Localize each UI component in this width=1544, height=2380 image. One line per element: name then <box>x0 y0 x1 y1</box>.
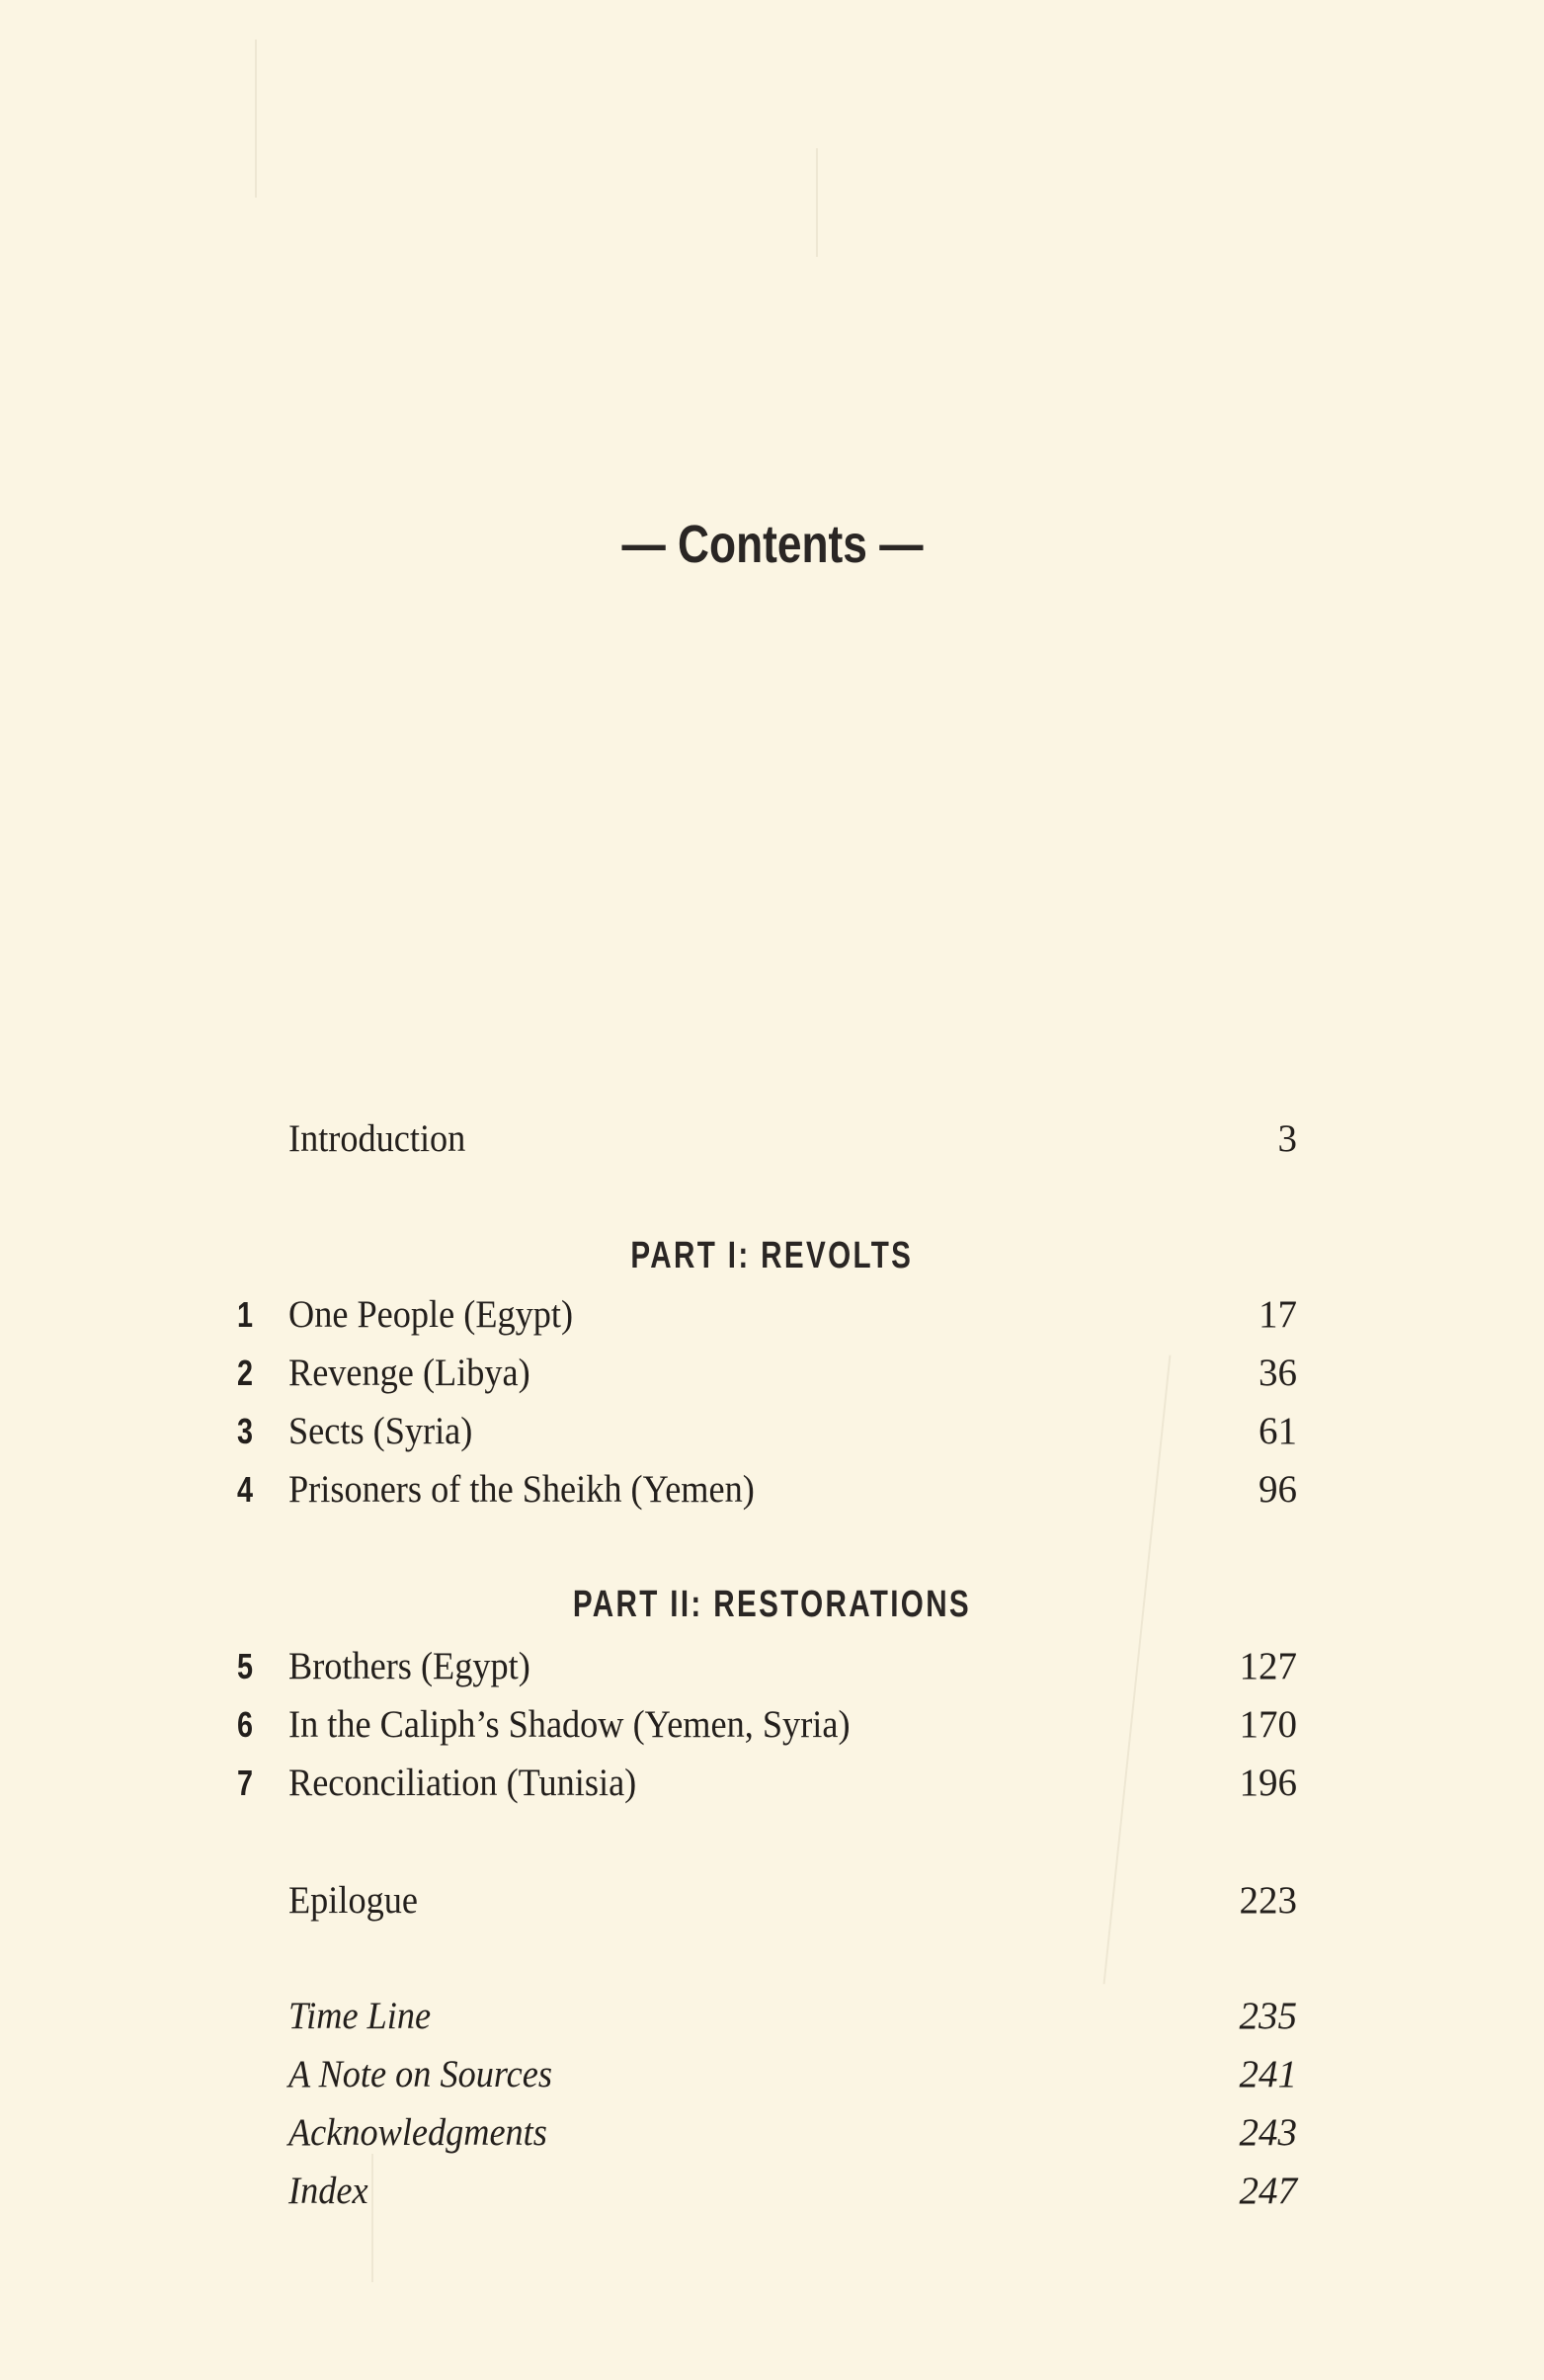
toc-entry-backmatter[interactable] <box>237 2105 1297 2161</box>
toc-entry-chapter[interactable] <box>237 1287 1297 1343</box>
entry-label: Time Line <box>288 1995 432 2037</box>
entry-page: 196 <box>1239 1762 1297 1804</box>
toc-entry-chapter[interactable] <box>237 1756 1297 1811</box>
toc-entry-backmatter[interactable] <box>237 2164 1297 2219</box>
chapter-number: 1 <box>237 1294 254 1335</box>
entry-label: Reconciliation (Tunisia) <box>288 1762 637 1804</box>
part-heading <box>0 1235 1544 1277</box>
chapter-number: 7 <box>237 1763 254 1803</box>
chapter-number: 2 <box>237 1353 254 1393</box>
paper-streak <box>255 40 257 198</box>
entry-page: 17 <box>1259 1293 1297 1336</box>
entry-label: One People (Egypt) <box>288 1293 574 1336</box>
entry-label: Introduction <box>288 1117 466 1160</box>
entry-page: 127 <box>1239 1645 1297 1687</box>
chapter-number: 5 <box>237 1646 254 1686</box>
entry-page: 170 <box>1239 1703 1297 1746</box>
entry-label: Prisoners of the Sheikh (Yemen) <box>288 1468 755 1511</box>
toc-entry-chapter[interactable] <box>237 1462 1297 1518</box>
entry-page: 96 <box>1259 1468 1297 1511</box>
toc-entry-backmatter[interactable] <box>237 2047 1297 2102</box>
entry-label: Sects (Syria) <box>288 1410 473 1452</box>
entry-label: Epilogue <box>288 1879 418 1922</box>
entry-page: 3 <box>1277 1117 1297 1160</box>
entry-page: 235 <box>1239 1995 1297 2037</box>
page-title <box>0 514 1544 575</box>
chapter-number: 4 <box>237 1469 254 1510</box>
entry-page: 61 <box>1259 1410 1297 1452</box>
toc-entry-chapter[interactable] <box>237 1639 1297 1694</box>
entry-page: 247 <box>1239 2170 1297 2212</box>
entry-page: 223 <box>1239 1879 1297 1922</box>
entry-page: 241 <box>1239 2053 1297 2095</box>
part-heading <box>0 1584 1544 1626</box>
toc-entry-epilogue[interactable] <box>237 1873 1297 1929</box>
toc-entry-chapter[interactable] <box>237 1697 1297 1753</box>
entry-label: Acknowledgments <box>288 2111 547 2154</box>
title-text: — Contents — <box>620 515 924 574</box>
toc-entry-introduction[interactable] <box>237 1111 1297 1167</box>
entry-label: In the Caliph’s Shadow (Yemen, Syria) <box>288 1703 851 1746</box>
entry-page: 243 <box>1239 2111 1297 2154</box>
toc-entry-backmatter[interactable] <box>237 1989 1297 2044</box>
entry-label: Revenge (Libya) <box>288 1352 530 1394</box>
entry-label: Index <box>288 2170 368 2212</box>
entry-label: A Note on Sources <box>288 2053 552 2095</box>
entry-page: 36 <box>1259 1352 1297 1394</box>
entry-label: Brothers (Egypt) <box>288 1645 530 1687</box>
chapter-number: 3 <box>237 1411 254 1451</box>
part-heading-text: PART II: RESTORATIONS <box>572 1584 972 1625</box>
paper-streak <box>816 148 818 257</box>
chapter-number: 6 <box>237 1704 254 1745</box>
toc-entry-chapter[interactable] <box>237 1404 1297 1459</box>
toc-entry-chapter[interactable] <box>237 1346 1297 1401</box>
part-heading-text: PART I: REVOLTS <box>630 1235 914 1276</box>
